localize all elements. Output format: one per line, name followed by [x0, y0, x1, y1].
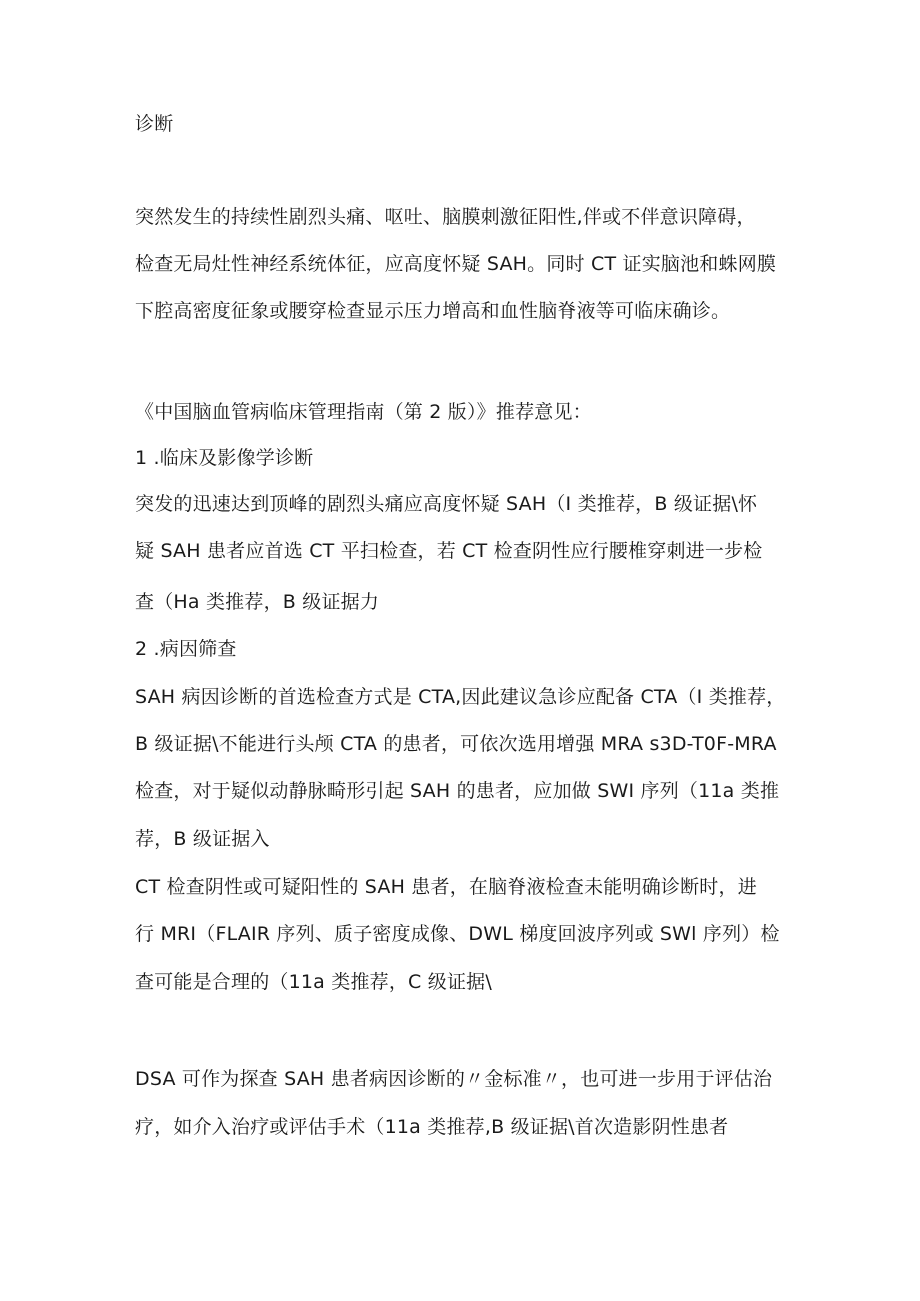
- section2-title: 2 .病因筛查: [135, 638, 237, 660]
- section2-a-line-3: 检查，对于疑似动静脉畸形引起 SAH 的患者，应加做 SWI 序列（11a 类推: [135, 780, 780, 802]
- section1-line-1: 突发的迅速达到顶峰的剧烈头痛应高度怀疑 SAH（I 类推荐，B 级证据\怀: [135, 493, 758, 515]
- section2-b-line-3: 查可能是合理的（11a 类推荐，C 级证据\: [135, 971, 492, 993]
- heading-diagnosis: 诊断: [135, 113, 174, 135]
- section2-b-line-2: 行 MRI（FLAIR 序列、质子密度成像、DWL 梯度回波序列或 SWl 序列）检: [135, 923, 780, 945]
- section2-a-line-1: SAH 病因诊断的首选检查方式是 CTA,因此建议急诊应配备 CTA（I 类推荐，: [135, 686, 786, 708]
- section1-title: 1 .临床及影像学诊断: [135, 447, 314, 469]
- section1-line-2: 疑 SAH 患者应首选 CT 平扫检查，若 CT 检查阴性应行腰椎穿刺进一步检: [135, 540, 763, 562]
- paragraph1-line-3: 下腔高密度征象或腰穿检查显示压力增高和血性脑脊液等可临床确诊。: [135, 300, 731, 322]
- paragraph-last-line-1: DSA 可作为探查 SAH 患者病因诊断的〃金标准〃，也可进一步用于评估治: [135, 1068, 773, 1090]
- section2-a-line-2: B 级证据\不能进行头颅 CTA 的患者，可依次选用增强 MRA s3D-T0F-MRA: [135, 733, 777, 755]
- section2-a-line-4: 荐，B 级证据入: [135, 828, 270, 850]
- paragraph-last-line-2: 疗，如介入治疗或评估手术（11a 类推荐,B 级证据\首次造影阴性患者: [135, 1116, 729, 1138]
- guideline-title: 《中国脑血管病临床管理指南（第 2 版）》推荐意见：: [135, 401, 592, 423]
- section1-line-3: 查（Ha 类推荐，B 级证据力: [135, 591, 380, 613]
- paragraph1-line-2: 检查无局灶性神经系统体征，应高度怀疑 SAH。同时 CT 证实脑池和蛛网膜: [135, 253, 777, 275]
- paragraph1-line-1: 突然发生的持续性剧烈头痛、呕吐、脑膜刺激征阳性,伴或不伴意识障碍，: [135, 206, 756, 228]
- section2-b-line-1: CT 检查阴性或可疑阳性的 SAH 患者，在脑脊液检查未能明确诊断时，进: [135, 876, 757, 898]
